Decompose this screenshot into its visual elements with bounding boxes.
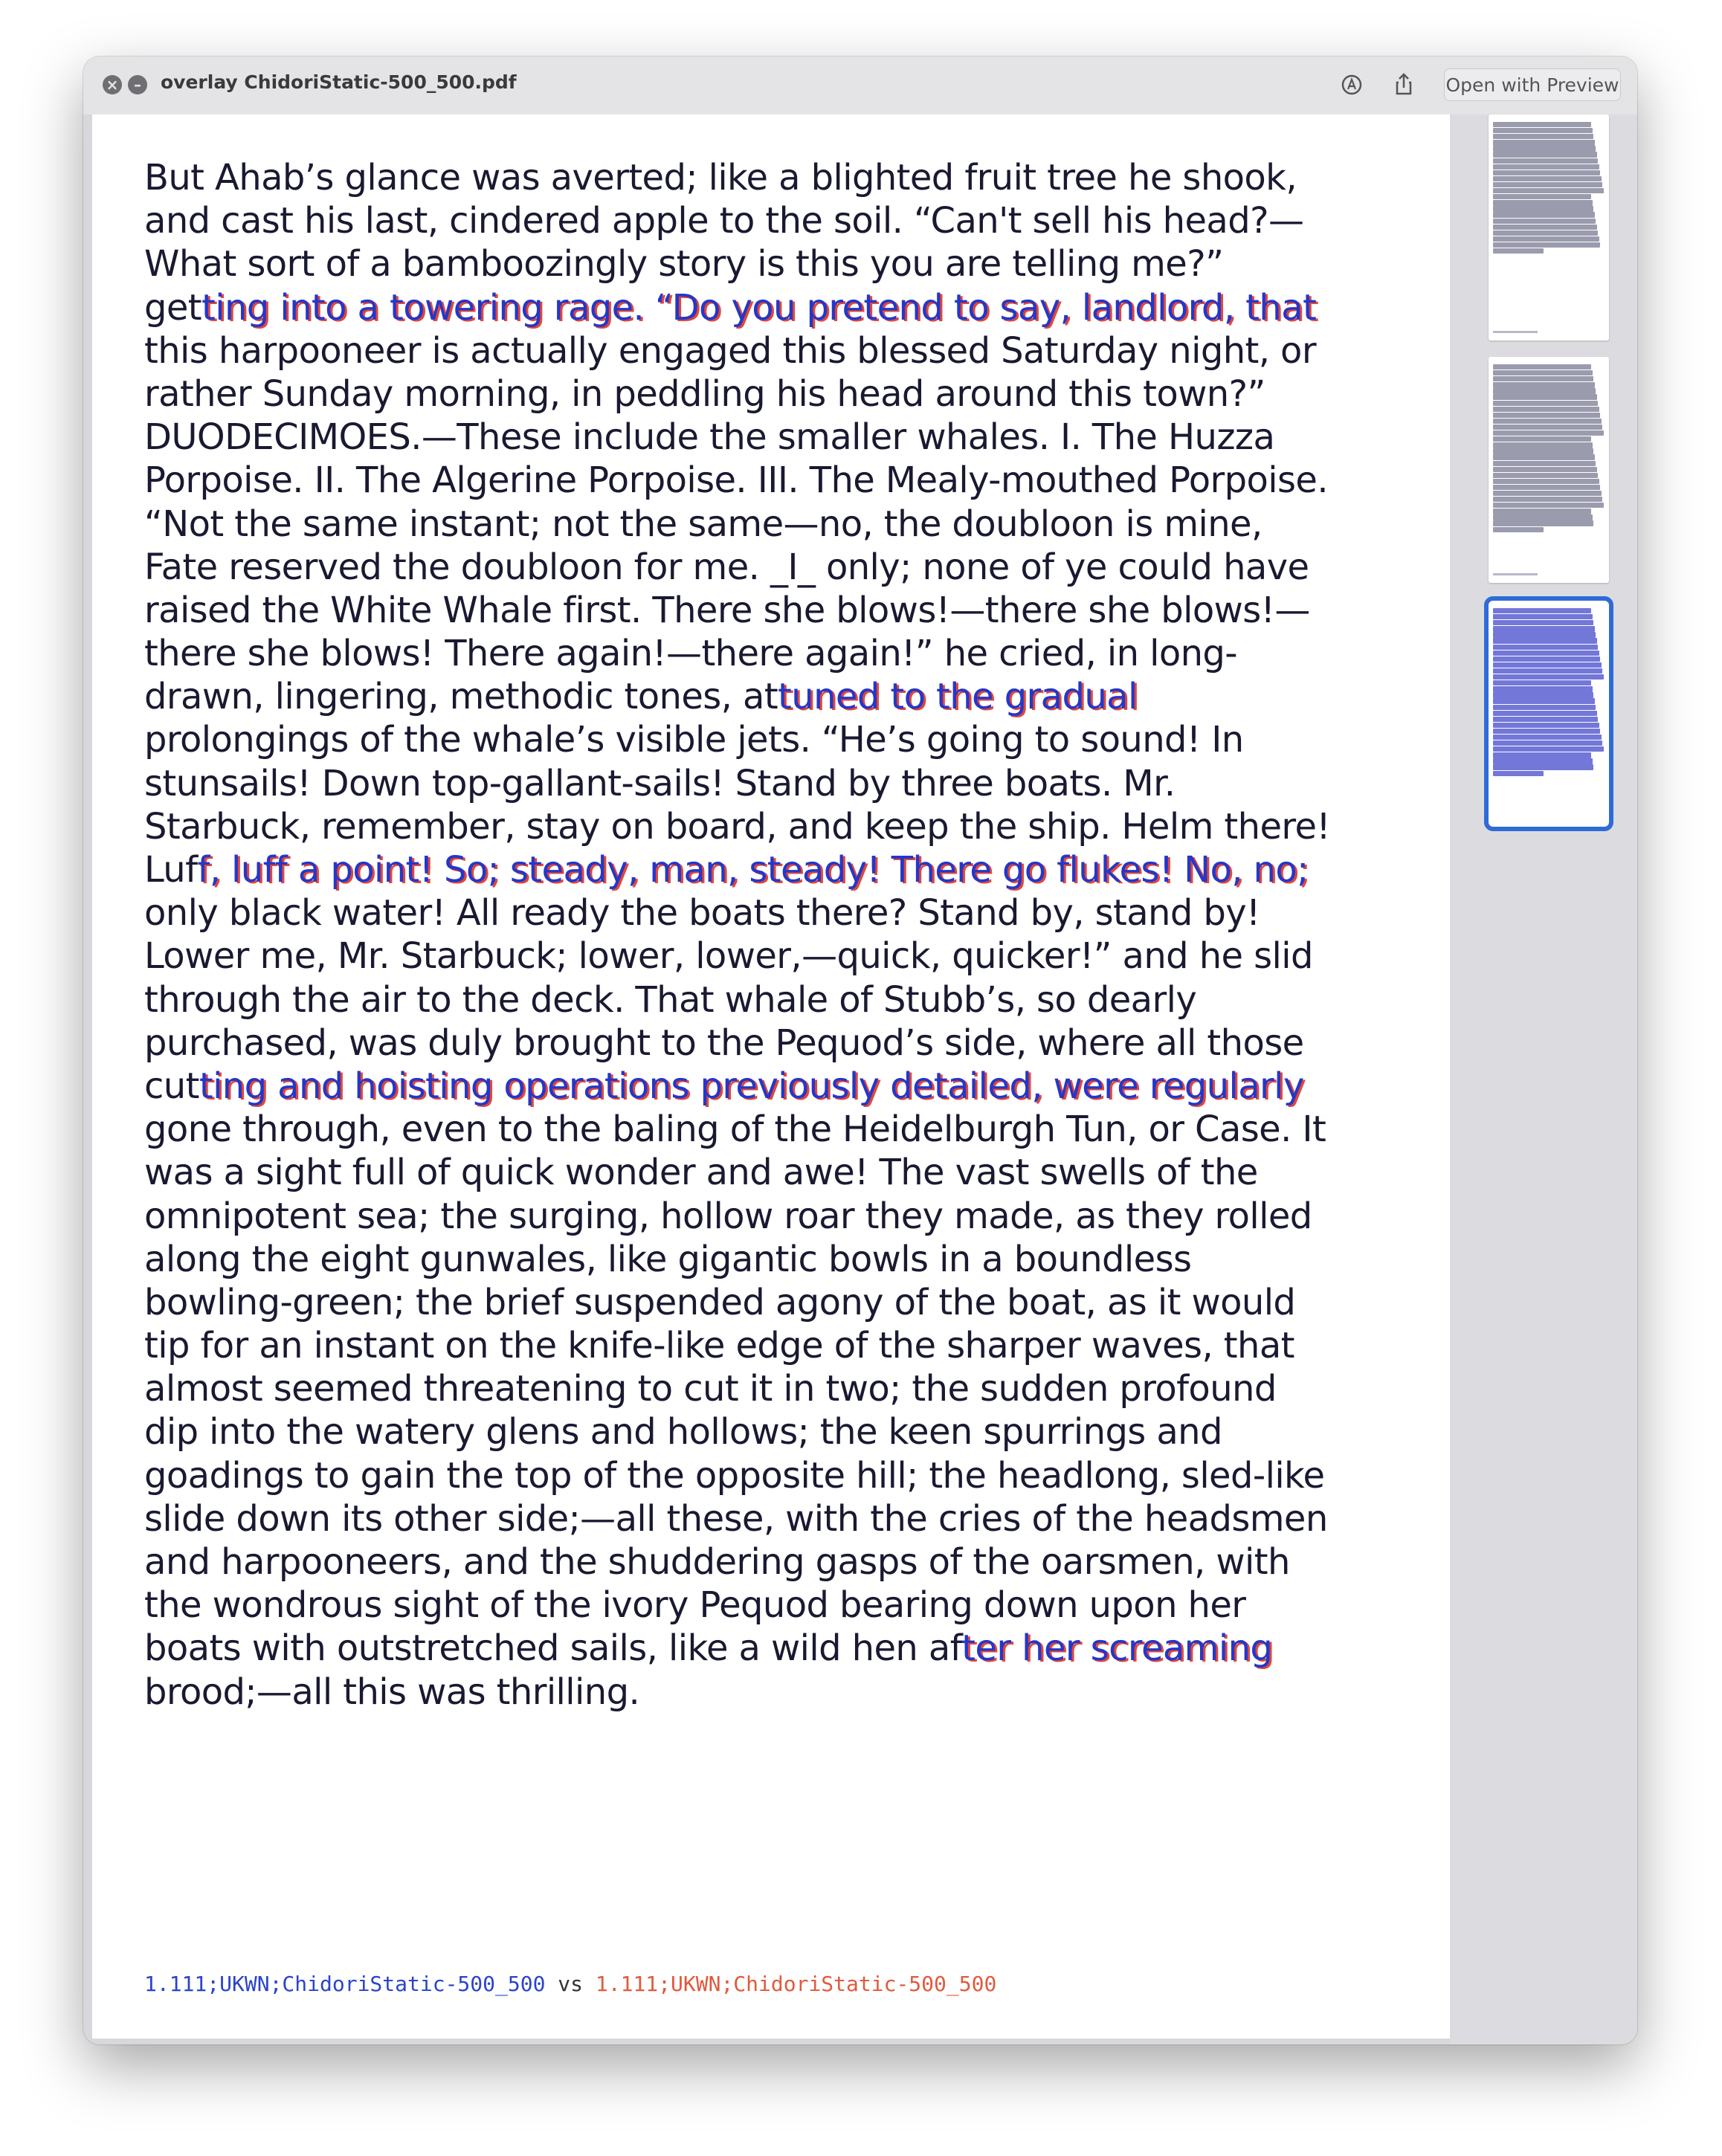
thumbnail-text-line [1493, 206, 1593, 211]
thumbnail-text-line [1493, 717, 1598, 722]
text-line-plain: Starbuck, remember, stay on board, and keep the ship. Helm there! [144, 805, 1331, 848]
thumbnail-text-line [1493, 735, 1602, 740]
thumbnail-text-line [1493, 164, 1599, 170]
thumbnail-page-3[interactable] [1489, 601, 1609, 827]
text-line-plain: Fate reserved the doubloon for me. _I_ only; none of ye could have [144, 546, 1309, 588]
share-icon[interactable] [1387, 68, 1420, 101]
thumbnail-text-line [1493, 680, 1591, 685]
text-line-plain: get [144, 286, 202, 329]
thumbnail-text-line [1493, 758, 1593, 764]
window-title: overlay ChidoriStatic-500_500.pdf [161, 71, 517, 93]
text-line-overlay: ting into a towering rage. “Do you pretend to say, landlord, that [201, 286, 1317, 329]
text-line-plain: and harpooneers, and the shuddering gasps of the oarsmen, with [144, 1541, 1290, 1583]
text-line [144, 978, 1423, 1021]
thumbnail-text-line [1493, 668, 1602, 674]
thumbnail-text-line [1493, 146, 1596, 151]
text-line-plain: “Not the same instant; not the same—no, the doubloon is mine, [144, 503, 1263, 545]
thumbnail-text-line [1493, 430, 1604, 436]
preview-window [83, 57, 1637, 2044]
text-line [144, 935, 1423, 978]
thumbnail-text-line [1493, 454, 1595, 459]
text-line-overlay: f, luff a point! So; steady, man, steady! There go flukes! No, no; [197, 849, 1309, 891]
thumbnail-text-line [1493, 520, 1593, 526]
text-line [144, 675, 1423, 718]
document-text [144, 156, 1423, 1714]
thumbnail-text-line [1493, 182, 1602, 187]
text-line [144, 1281, 1423, 1324]
text-line-plain: the wondrous sight of the ivory Pequod bearing down upon her [144, 1584, 1246, 1627]
text-line-plain: Porpoise. II. The Algerine Porpoise. III. The Mealy-mouthed Porpoise. [144, 459, 1328, 502]
text-line-plain: prolongings of the whale’s visible jets. “He’s going to sound! In [144, 719, 1244, 761]
text-line-plain: boats with outstretched sails, like a wild hen af [144, 1627, 962, 1670]
text-line-plain: was a sight full of quick wonder and awe! The vast swells of the [144, 1152, 1258, 1194]
thumbnail-text-line [1493, 419, 1602, 424]
text-line-plain: almost seemed threatening to cut it in two; the sudden profound [144, 1368, 1277, 1410]
text-line [144, 1410, 1423, 1453]
thumbnail-text-line [1493, 632, 1596, 637]
thumbnail-text-line [1493, 608, 1591, 613]
thumbnail-text-line [1493, 140, 1595, 145]
close-icon[interactable]: × [103, 75, 122, 94]
thumbnail-text-line [1493, 200, 1593, 205]
text-line-plain: cut [144, 1065, 199, 1107]
thumbnail-text-line [1493, 740, 1602, 746]
text-line [144, 199, 1423, 242]
text-line [144, 459, 1423, 502]
text-line-plain: there she blows! There again!—there again!” he cried, in long- [144, 633, 1238, 675]
thumbnail-text-line [1493, 656, 1600, 662]
text-line-plain: omnipotent sea; the surging, hollow roar they made, as they rolled [144, 1195, 1312, 1237]
thumbnail-text-line [1493, 152, 1597, 157]
text-line [144, 1108, 1423, 1151]
text-line-plain: dip into the watery glens and hollows; the keen spurrings and [144, 1411, 1222, 1453]
thumbnail-text-line [1493, 626, 1595, 631]
text-line-plain: gone through, even to the baling of the Heidelburgh Tun, or Case. It [144, 1108, 1326, 1151]
thumbnail-text-line [1493, 236, 1599, 242]
thumbnail-text-line [1493, 212, 1595, 217]
text-line-plain: purchased, was duly brought to the Pequod’s side, where all those [144, 1021, 1304, 1064]
thumbnail-text-line [1493, 225, 1597, 230]
thumbnail-text-line [1493, 479, 1599, 484]
text-line [144, 1238, 1423, 1281]
text-line-plain: But Ahab’s glance was averted; like a blighted fruit tree he shook, [144, 157, 1297, 199]
thumbnail-text-line [1493, 473, 1598, 478]
page-footer [144, 1972, 996, 1996]
markup-icon[interactable] [1335, 68, 1368, 101]
thumbnail-text-line [1493, 614, 1593, 619]
thumbnail-text-line [1493, 158, 1598, 164]
thumbnail-page-1[interactable] [1489, 114, 1609, 340]
thumbnail-text-line [1493, 382, 1595, 387]
text-line-overlay: ter her screaming [961, 1627, 1273, 1670]
thumbnail-text-line [1493, 461, 1596, 466]
thumbnail-text-line [1493, 170, 1600, 175]
thumbnail-text-line [1493, 705, 1596, 710]
thumbnail-text-line [1493, 376, 1593, 381]
thumbnail-text-line [1493, 746, 1604, 752]
text-line [144, 762, 1423, 805]
text-line [144, 848, 1423, 891]
text-line [144, 1367, 1423, 1410]
text-line [144, 891, 1423, 935]
thumbnail-text-line [1493, 230, 1598, 236]
thumbnail-text-line [1493, 752, 1591, 758]
thumbnail-text-line [1493, 514, 1593, 520]
thumbnail-text-line [1493, 638, 1597, 643]
text-line-plain: along the eight gunwales, like gigantic bowls in a boundless [144, 1238, 1192, 1280]
thumbnail-text-line [1493, 394, 1597, 399]
text-line [144, 286, 1423, 329]
thumbnail-text-line [1493, 176, 1602, 181]
thumbnail-text-line [1493, 128, 1593, 133]
thumbnail-text-line [1493, 527, 1544, 532]
title-bar [83, 57, 1637, 114]
text-line [144, 156, 1423, 199]
thumbnail-text-line [1493, 711, 1597, 716]
text-line [144, 1065, 1423, 1108]
thumbnail-text-line [1493, 364, 1591, 369]
thumbnail-text-line [1493, 771, 1544, 776]
text-line-plain: Lower me, Mr. Starbuck; lower, lower,—quick, quicker!” and he slid [144, 935, 1313, 978]
thumbnail-text-line [1493, 442, 1593, 448]
pdf-page [92, 114, 1450, 2039]
text-line-plain: What sort of a bamboozingly story is this you are telling me?” [144, 243, 1224, 285]
text-line-plain: goadings to gain the top of the opposite hill; the headlong, sled-like [144, 1454, 1325, 1497]
thumbnail-text-line [1493, 662, 1602, 668]
thumbnail-text-line [1493, 674, 1604, 680]
open-with-preview-button[interactable]: Open with Preview [1444, 68, 1621, 101]
thumbnail-text-line [1493, 122, 1591, 127]
text-line [144, 1454, 1423, 1497]
text-line-plain: stunsails! Down top-gallant-sails! Stand by three boats. Mr. [144, 762, 1176, 804]
text-line [144, 1671, 1423, 1714]
thumbnail-text-line [1493, 134, 1593, 139]
text-line [144, 1151, 1423, 1194]
thumbnail-text-line [1493, 491, 1602, 496]
text-line-plain: drawn, lingering, methodic tones, at [144, 676, 778, 718]
thumbnail-text-line [1493, 651, 1599, 656]
text-line [144, 718, 1423, 761]
footer-vs: vs [558, 1972, 584, 1996]
text-line [144, 1497, 1423, 1540]
text-line-plain: this harpooneer is actually engaged this blessed Saturday night, or [144, 329, 1316, 372]
thumbnail-text-line [1493, 388, 1596, 393]
thumbnail-text-line [1493, 509, 1591, 514]
thumbnail-text-line [1493, 242, 1600, 248]
thumbnail-text-line [1493, 764, 1593, 769]
text-line-plain: bowling-green; the brief suspended agony of the boat, as it would [144, 1281, 1296, 1323]
text-line-plain: raised the White Whale first. There she blows!—there she blows!— [144, 589, 1310, 631]
text-line-plain: rather Sunday morning, in peddling his head around this town?” [144, 372, 1265, 415]
text-line [144, 416, 1423, 459]
text-line-overlay: tuned to the gradual [778, 676, 1138, 718]
text-line [144, 372, 1423, 416]
text-line-plain: brood;—all this was thrilling. [144, 1671, 640, 1713]
text-line-plain: DUODECIMOES.—These include the smaller whales. I. The Huzza [144, 416, 1275, 459]
thumbnail-text-line [1493, 503, 1604, 508]
text-line [144, 1021, 1423, 1065]
text-line [144, 632, 1423, 675]
thumbnail-sidebar [1450, 114, 1637, 2044]
thumbnail-text-line [1493, 686, 1593, 691]
text-line [144, 1627, 1423, 1670]
text-line-plain: only black water! All ready the boats there? Stand by, stand by! [144, 892, 1260, 935]
text-line [144, 242, 1423, 285]
text-line-plain: tip for an instant on the knife-like edge of the sharper waves, that [144, 1325, 1294, 1367]
thumbnail-text-line [1493, 219, 1596, 224]
thumbnail-text-line [1493, 729, 1600, 734]
thumbnail-text-line [1493, 485, 1600, 490]
thumbnail-text-line [1493, 370, 1593, 375]
footer-font-left: 1.111;UKWN;ChidoriStatic-500_500 [144, 1972, 546, 1996]
thumbnail-text-line [1493, 698, 1595, 703]
thumbnail-text-line [1493, 401, 1598, 406]
thumbnail-text-line [1493, 425, 1602, 430]
thumbnail-text-line [1493, 436, 1591, 442]
thumbnail-text-line [1493, 194, 1591, 199]
text-line [144, 589, 1423, 632]
text-line [144, 1324, 1423, 1367]
text-line [144, 1584, 1423, 1627]
thumbnail-text-line [1493, 645, 1598, 650]
text-line [144, 1540, 1423, 1584]
thumbnail-text-line [1493, 413, 1600, 418]
text-line [144, 805, 1423, 848]
text-line-plain: slide down its other side;—all these, with the cries of the headsmen [144, 1497, 1328, 1540]
text-line [144, 503, 1423, 546]
thumbnail-text-line [1493, 467, 1597, 472]
text-line-overlay: ting and hoisting operations previously detailed, were regularly [199, 1065, 1304, 1107]
footer-font-right: 1.111;UKWN;ChidoriStatic-500_500 [595, 1972, 997, 1996]
text-line [144, 329, 1423, 372]
thumbnail-text-line [1493, 620, 1593, 625]
thumbnail-text-line [1493, 407, 1599, 412]
thumbnail-text-line [1493, 248, 1544, 254]
text-line-plain: through the air to the deck. That whale of Stubb’s, so dearly [144, 978, 1197, 1021]
thumbnail-text-line [1493, 497, 1602, 502]
thumbnail-text-line [1493, 723, 1599, 728]
text-line-plain: Luf [144, 849, 198, 891]
thumbnail-text-line [1493, 448, 1593, 454]
thumbnail-text-line [1493, 692, 1593, 697]
minimize-icon[interactable]: – [128, 75, 147, 94]
thumbnail-page-2[interactable] [1489, 357, 1609, 583]
text-line [144, 1195, 1423, 1238]
text-line [144, 546, 1423, 589]
thumbnail-text-line [1493, 188, 1604, 193]
text-line-plain: and cast his last, cindered apple to the soil. “Can't sell his head?— [144, 200, 1304, 242]
